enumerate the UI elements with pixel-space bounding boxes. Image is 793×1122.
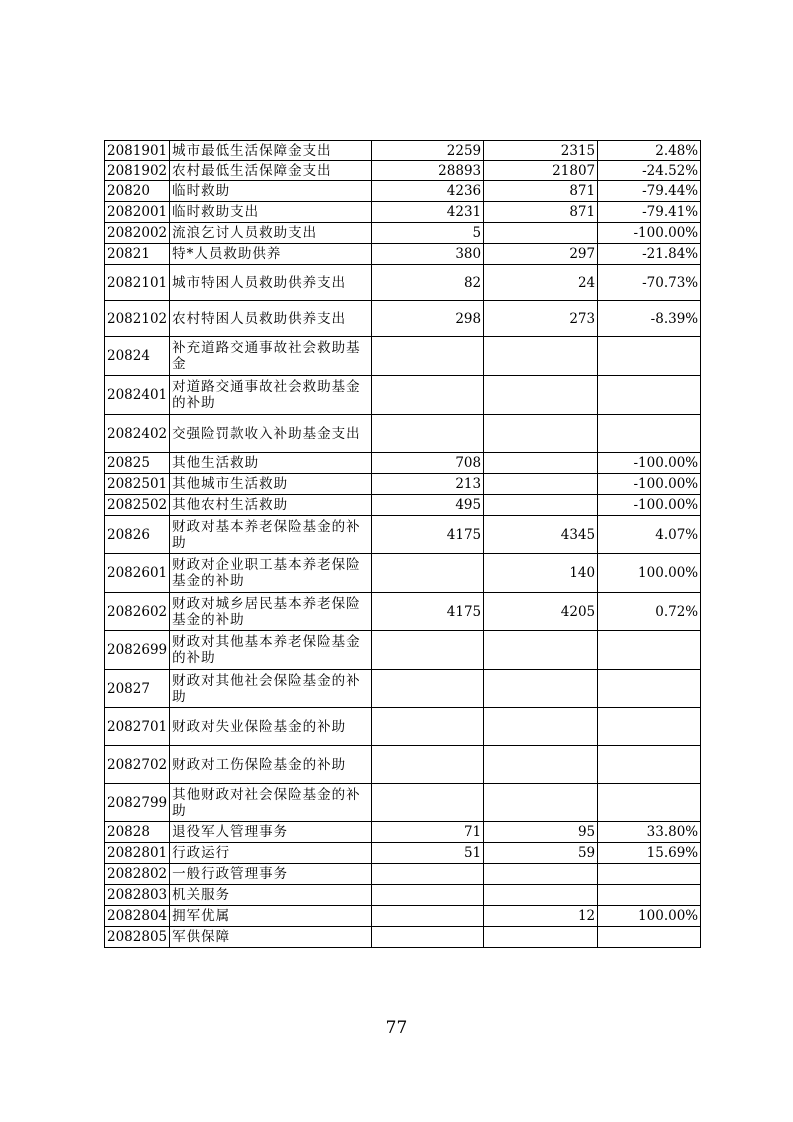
percent-cell: -79.44% [598, 181, 701, 202]
table-row [105, 864, 701, 885]
value-cell-2: 4345 [484, 516, 598, 554]
table-row [105, 244, 701, 265]
value-cell-1: 298 [372, 301, 484, 337]
percent-cell [598, 376, 701, 415]
value-cell-2: 273 [484, 301, 598, 337]
name-cell: 一般行政管理事务 [170, 864, 372, 885]
value-cell-2: 2315 [484, 141, 598, 161]
percent-cell: -100.00% [598, 453, 701, 474]
value-cell-1 [372, 337, 484, 376]
table-row [105, 746, 701, 784]
value-cell-1: 4175 [372, 593, 484, 631]
code-cell: 2082002 [105, 223, 170, 244]
code-cell: 2082799 [105, 784, 170, 822]
name-cell: 行政运行 [170, 843, 372, 864]
value-cell-2 [484, 784, 598, 822]
name-cell: 临时救助支出 [170, 202, 372, 223]
code-cell: 20827 [105, 670, 170, 708]
value-cell-1: 51 [372, 843, 484, 864]
code-cell: 2082501 [105, 474, 170, 495]
name-cell: 财政对工伤保险基金的补助 [170, 746, 372, 784]
value-cell-1 [372, 927, 484, 948]
name-cell: 交强险罚款收入补助基金支出 [170, 415, 372, 453]
table-row [105, 593, 701, 631]
table-row [105, 415, 701, 453]
code-cell: 2081902 [105, 161, 170, 181]
name-cell: 财政对其他基本养老保险基金的补助 [170, 631, 372, 670]
percent-cell: 100.00% [598, 906, 701, 927]
value-cell-1: 708 [372, 453, 484, 474]
name-cell: 补充道路交通事故社会救助基金 [170, 337, 372, 376]
value-cell-2: 4205 [484, 593, 598, 631]
code-cell: 2082803 [105, 885, 170, 906]
table-row [105, 631, 701, 670]
name-cell: 财政对失业保险基金的补助 [170, 708, 372, 746]
value-cell-1: 495 [372, 495, 484, 516]
name-cell: 临时救助 [170, 181, 372, 202]
value-cell-1 [372, 670, 484, 708]
table-row [105, 885, 701, 906]
value-cell-2 [484, 927, 598, 948]
value-cell-2 [484, 474, 598, 495]
table-row [105, 708, 701, 746]
value-cell-2: 24 [484, 265, 598, 301]
code-cell: 2082001 [105, 202, 170, 223]
code-cell: 20826 [105, 516, 170, 554]
percent-cell: 0.72% [598, 593, 701, 631]
value-cell-1 [372, 746, 484, 784]
table-row [105, 906, 701, 927]
value-cell-1: 4231 [372, 202, 484, 223]
page-number: 77 [385, 1018, 408, 1038]
code-cell: 2082401 [105, 376, 170, 415]
value-cell-2 [484, 415, 598, 453]
percent-cell [598, 415, 701, 453]
percent-cell [598, 631, 701, 670]
code-cell: 2082701 [105, 708, 170, 746]
value-cell-2: 871 [484, 181, 598, 202]
percent-cell [598, 885, 701, 906]
code-cell: 2082102 [105, 301, 170, 337]
code-cell: 2082602 [105, 593, 170, 631]
name-cell: 城市最低生活保障金支出 [170, 141, 372, 161]
percent-cell [598, 708, 701, 746]
table-row [105, 223, 701, 244]
value-cell-1: 4236 [372, 181, 484, 202]
code-cell: 2082805 [105, 927, 170, 948]
name-cell: 退役军人管理事务 [170, 822, 372, 843]
percent-cell [598, 337, 701, 376]
value-cell-1 [372, 554, 484, 593]
name-cell: 城市特困人员救助供养支出 [170, 265, 372, 301]
name-cell: 其他城市生活救助 [170, 474, 372, 495]
value-cell-1: 5 [372, 223, 484, 244]
table-row [105, 202, 701, 223]
value-cell-2 [484, 495, 598, 516]
value-cell-2: 871 [484, 202, 598, 223]
name-cell: 其他生活救助 [170, 453, 372, 474]
percent-cell: -24.52% [598, 161, 701, 181]
name-cell: 特*人员救助供养 [170, 244, 372, 265]
value-cell-2 [484, 708, 598, 746]
value-cell-2 [484, 670, 598, 708]
percent-cell: 2.48% [598, 141, 701, 161]
percent-cell: -8.39% [598, 301, 701, 337]
name-cell: 拥军优属 [170, 906, 372, 927]
value-cell-2: 95 [484, 822, 598, 843]
name-cell: 财政对其他社会保险基金的补助 [170, 670, 372, 708]
value-cell-1: 2259 [372, 141, 484, 161]
table-row [105, 495, 701, 516]
code-cell: 2082101 [105, 265, 170, 301]
name-cell: 农村最低生活保障金支出 [170, 161, 372, 181]
value-cell-2: 59 [484, 843, 598, 864]
table-row [105, 554, 701, 593]
name-cell: 对道路交通事故社会救助基金的补助 [170, 376, 372, 415]
table-row [105, 670, 701, 708]
code-cell: 2082502 [105, 495, 170, 516]
table-row [105, 822, 701, 843]
value-cell-1 [372, 631, 484, 670]
percent-cell: -100.00% [598, 495, 701, 516]
value-cell-2: 140 [484, 554, 598, 593]
percent-cell [598, 927, 701, 948]
name-cell: 财政对基本养老保险基金的补助 [170, 516, 372, 554]
table-row [105, 843, 701, 864]
code-cell: 2082801 [105, 843, 170, 864]
value-cell-2 [484, 453, 598, 474]
budget-table [104, 140, 701, 948]
code-cell: 2082699 [105, 631, 170, 670]
value-cell-2: 12 [484, 906, 598, 927]
value-cell-1: 213 [372, 474, 484, 495]
percent-cell: 15.69% [598, 843, 701, 864]
percent-cell [598, 746, 701, 784]
name-cell: 军供保障 [170, 927, 372, 948]
percent-cell [598, 670, 701, 708]
name-cell: 其他农村生活救助 [170, 495, 372, 516]
table-row [105, 474, 701, 495]
value-cell-2 [484, 337, 598, 376]
value-cell-1: 4175 [372, 516, 484, 554]
value-cell-2 [484, 885, 598, 906]
table-row [105, 141, 701, 161]
table-row [105, 337, 701, 376]
percent-cell: -100.00% [598, 223, 701, 244]
name-cell: 财政对城乡居民基本养老保险基金的补助 [170, 593, 372, 631]
table-row [105, 453, 701, 474]
code-cell: 2082802 [105, 864, 170, 885]
code-cell: 2081901 [105, 141, 170, 161]
percent-cell: 33.80% [598, 822, 701, 843]
value-cell-2: 297 [484, 244, 598, 265]
name-cell: 其他财政对社会保险基金的补助 [170, 784, 372, 822]
table-body [105, 141, 701, 948]
percent-cell: -100.00% [598, 474, 701, 495]
table-row [105, 784, 701, 822]
percent-cell [598, 864, 701, 885]
table-row [105, 265, 701, 301]
name-cell: 财政对企业职工基本养老保险基金的补助 [170, 554, 372, 593]
value-cell-2 [484, 223, 598, 244]
code-cell: 20821 [105, 244, 170, 265]
code-cell: 20825 [105, 453, 170, 474]
table-row [105, 181, 701, 202]
value-cell-1 [372, 784, 484, 822]
table-row [105, 376, 701, 415]
value-cell-1: 71 [372, 822, 484, 843]
value-cell-2 [484, 864, 598, 885]
value-cell-1 [372, 708, 484, 746]
code-cell: 2082702 [105, 746, 170, 784]
code-cell: 20824 [105, 337, 170, 376]
name-cell: 机关服务 [170, 885, 372, 906]
value-cell-1: 28893 [372, 161, 484, 181]
percent-cell: 4.07% [598, 516, 701, 554]
table-row [105, 301, 701, 337]
table-row [105, 927, 701, 948]
table-row [105, 161, 701, 181]
name-cell: 流浪乞讨人员救助支出 [170, 223, 372, 244]
value-cell-1 [372, 906, 484, 927]
name-cell: 农村特困人员救助供养支出 [170, 301, 372, 337]
code-cell: 2082402 [105, 415, 170, 453]
value-cell-2: 21807 [484, 161, 598, 181]
table-row [105, 516, 701, 554]
percent-cell [598, 784, 701, 822]
value-cell-2 [484, 631, 598, 670]
code-cell: 2082601 [105, 554, 170, 593]
value-cell-1 [372, 415, 484, 453]
value-cell-1 [372, 885, 484, 906]
code-cell: 20820 [105, 181, 170, 202]
value-cell-1 [372, 864, 484, 885]
code-cell: 20828 [105, 822, 170, 843]
value-cell-1 [372, 376, 484, 415]
value-cell-1: 380 [372, 244, 484, 265]
percent-cell: -21.84% [598, 244, 701, 265]
percent-cell: -70.73% [598, 265, 701, 301]
percent-cell: 100.00% [598, 554, 701, 593]
code-cell: 2082804 [105, 906, 170, 927]
value-cell-2 [484, 746, 598, 784]
percent-cell: -79.41% [598, 202, 701, 223]
value-cell-2 [484, 376, 598, 415]
value-cell-1: 82 [372, 265, 484, 301]
